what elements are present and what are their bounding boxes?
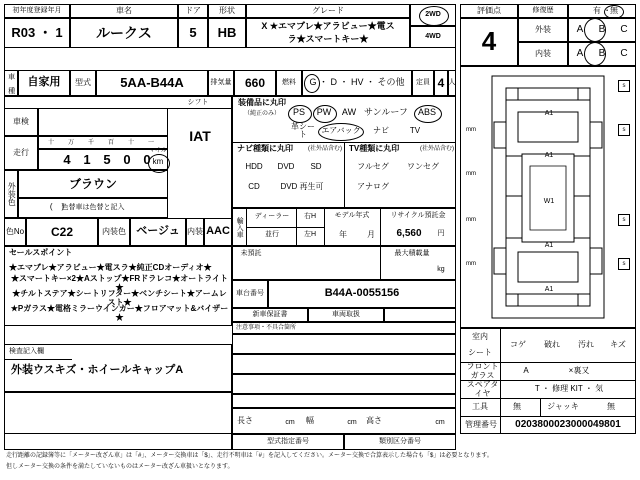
grade-line-2: ラ★スマートキー★	[287, 34, 369, 45]
cond-col-koge: コゲ	[510, 339, 526, 349]
import-v3	[324, 208, 325, 246]
front-glass-value-a: A	[523, 366, 529, 376]
vehicle-manual-label: 車両取扱	[308, 308, 384, 322]
odo-unit-5: 一	[147, 139, 154, 146]
model-label: 型式	[70, 70, 96, 96]
rating-value: 4	[460, 18, 518, 66]
inner-color-value: ベージュ	[130, 218, 186, 246]
recycle-value: 6,560	[396, 227, 422, 239]
diagram-label-a1-bottom: A1	[544, 286, 554, 294]
fuel-value: G ・ D ・ HV ・ その他	[302, 70, 412, 96]
import-dealer: ディーラー	[254, 213, 290, 221]
equip-sunroof: サンルーフ	[364, 107, 408, 118]
condition-interior-label: 室内	[472, 331, 488, 341]
odo-digit-2: 5	[103, 152, 111, 168]
equip-ps-circle	[288, 105, 312, 123]
model-year-unit: 年	[339, 229, 347, 239]
marker-s-2: s	[618, 124, 630, 136]
odo-unit-1: 万	[67, 139, 74, 146]
length-label: 長さ	[237, 415, 253, 425]
marker-s-1: s	[618, 80, 630, 92]
bottom-left-blank	[4, 392, 232, 450]
import-handle-l: 左H	[303, 231, 317, 239]
mgmt-label: 管理番号	[465, 420, 497, 430]
attention-label: 注意事項・不具合箇所	[232, 322, 456, 334]
exterior-color-label: 外装色	[4, 170, 18, 218]
tools-label: 工具	[472, 402, 488, 412]
grade-label: グレード	[246, 4, 410, 18]
drive-2wd: 2WD	[410, 4, 456, 26]
odo-label: 走行	[4, 136, 38, 170]
equip-ps: PS	[292, 107, 305, 118]
equip-aw: AW	[341, 107, 357, 118]
owner-value: 自家用	[18, 70, 70, 96]
odo-unit-4: 十	[127, 139, 134, 146]
attention-r3	[232, 374, 456, 394]
width-label: 幅	[306, 415, 314, 425]
footer-note-line-2: 但しメーター交換の条件を満たしていないものはメーター改ざん車扱いとなります。	[6, 464, 234, 470]
cond-col-yogore: 汚れ	[578, 339, 594, 349]
exterior-grade-b-circle	[584, 18, 606, 42]
tv-analog: アナログ	[357, 181, 389, 191]
sales-line-1: ★エマブレ★アラビュー★電スラ★純正CDオーディオ★	[9, 263, 212, 273]
odo-digit-3: 0	[123, 152, 131, 168]
shift-value: IAT	[189, 127, 211, 144]
equip-airbag-circle	[318, 123, 364, 141]
repair-value: 有 ・	[568, 4, 636, 18]
equip-abs: ABS	[417, 107, 436, 118]
chassis-label: 車台番号	[232, 280, 268, 308]
odo-km-label: km	[152, 157, 164, 167]
exterior-grade-a: A	[576, 23, 584, 35]
interior-grade-c: C	[620, 47, 628, 59]
cond-col-yabure: 破れ	[544, 339, 560, 349]
repair-no-circle	[604, 5, 624, 19]
repair-no: 無	[610, 5, 618, 15]
equip-navi: ナビ	[373, 125, 389, 135]
maxload-v	[380, 246, 381, 280]
shape-value: HB	[208, 18, 246, 48]
tv-fullseg: フルセグ	[357, 161, 389, 171]
fuel-g-circle	[304, 74, 320, 93]
import-title: 輸入車	[236, 216, 244, 238]
spare-tire-label: スペアタイヤ	[466, 380, 499, 398]
equipment-note: （純正のみ）	[243, 110, 280, 117]
new-warranty-label: 新車保証書	[232, 308, 308, 322]
attention-r4	[232, 394, 456, 408]
inspection-value	[38, 108, 168, 136]
exterior-label: 外装	[518, 18, 568, 42]
exterior-color-value: ブラウン	[18, 170, 168, 198]
interior-label: 内装	[518, 42, 568, 66]
interior-grade-a: A	[576, 47, 584, 59]
mgmt-value: 0203800023000049801	[515, 419, 621, 431]
reg-date-value: R03 ・ 1	[4, 18, 70, 48]
equip-vsep	[344, 142, 345, 208]
jack-label: ジャッキ	[547, 402, 579, 412]
marker-mm-2: mm	[466, 171, 476, 177]
inspection-label: 車検	[4, 108, 38, 136]
front-glass-label: フロントガラス	[466, 362, 499, 380]
import-v4	[380, 208, 381, 246]
max-load-label: 最大積載量	[394, 250, 430, 258]
exterior-grade-b: B	[598, 23, 606, 35]
inner-material-value: AAC	[204, 218, 232, 246]
class-number-label: 類別区分番号	[344, 434, 456, 450]
odo-digit-0: 4	[63, 152, 71, 168]
color-note: 色替車は色替と記入	[18, 198, 168, 218]
odo-unit-3: 百	[107, 139, 114, 146]
reg-date-label: 初年度登録年月	[4, 4, 70, 18]
inspection-entry-value: 外装ウスキズ・ホイールキャップA	[11, 364, 184, 377]
shape-label: 形状	[208, 4, 246, 18]
diagram-label-a1-lower: A1	[544, 242, 554, 250]
jack-value: 無	[607, 402, 615, 412]
tv-note: (社外品含む)	[420, 145, 454, 152]
odo-digit-1: 1	[83, 152, 91, 168]
repair-label: 修復歴	[518, 4, 568, 18]
interior-grade-b-circle	[584, 42, 606, 66]
door-value: 5	[178, 18, 208, 48]
marker-mm-1: mm	[466, 127, 476, 133]
equip-pw-circle	[313, 105, 337, 123]
import-handle-r: 右H	[303, 213, 317, 221]
nav-dvd: DVD	[277, 161, 295, 171]
model-year-label: モデル年式	[334, 212, 370, 220]
seats-value: 4	[434, 70, 448, 96]
condition-seat-label: シート	[468, 347, 492, 357]
diagram-label-a1-top: A1	[544, 110, 554, 118]
displacement-value: 660	[234, 70, 276, 96]
shift-label: シフト	[187, 98, 209, 106]
model-value: 5AA-B44A	[96, 70, 208, 96]
seats-unit: 人	[448, 70, 456, 96]
cond-v2	[540, 398, 541, 416]
length-unit: cm	[285, 419, 295, 427]
unpaid-label: 未預託	[240, 250, 262, 258]
sales-title: セールスポイント	[9, 247, 73, 257]
nav-note: (社外品含む)	[308, 145, 342, 152]
marker-s-3: s	[618, 214, 630, 226]
max-load-unit: kg	[437, 266, 445, 274]
drive-4wd: 4WD	[410, 26, 456, 48]
tv-oneseg: ワンセグ	[407, 161, 439, 171]
equip-tv: TV	[409, 125, 421, 135]
import-h1	[246, 227, 296, 228]
equipment-title: 装備品に丸印	[238, 97, 286, 107]
drive-2wd-circle	[419, 6, 449, 26]
spare-tire-value: T ・ 修理 KIT ・ 気	[534, 384, 604, 394]
color-code-label: 色No	[4, 218, 26, 246]
odo-mile-label: マイル	[149, 147, 167, 154]
type-designation-label: 型式指定番号	[232, 434, 344, 450]
width-unit: cm	[347, 419, 357, 427]
sales-line-4: ★Pガラス★電格ミラーウインカー★フロアマット&バイザー★	[10, 304, 229, 322]
height-unit: cm	[435, 419, 445, 427]
recycle-label: リサイクル預託金	[390, 212, 446, 220]
footer-note-line-1: 走行距離の記録簿等に「メーター改ざん車」は「#」、メーター交換車は「$」、走行不明車は「#」を記入してください。メーター交換で合算表示した場合も「$」は必要となります。	[6, 453, 493, 459]
car-name-value: ルークス	[70, 18, 178, 48]
tools-value: 無	[513, 402, 521, 412]
car-name-label: 車名	[70, 4, 178, 18]
recycle-unit: 円	[437, 230, 445, 238]
nav-hdd: HDD	[245, 161, 263, 171]
inner-material-label: 内装	[186, 218, 204, 246]
color-code-value: C22	[26, 218, 98, 246]
odo-unit-0: 十	[47, 139, 54, 146]
attention-r1	[232, 334, 456, 354]
grade-value-box	[246, 18, 410, 48]
grade-line-1: X ★エマブレ★アラビュー★電ス	[261, 21, 395, 32]
attention-r2	[232, 354, 456, 374]
mid-small-blank	[384, 308, 456, 322]
inner-color-label: 内装色	[98, 218, 130, 246]
diagram-label-a1-upper: A1	[544, 152, 554, 160]
import-parallel: 並行	[265, 231, 279, 239]
odo-unit-2: 千	[87, 139, 94, 146]
inspection-entry-label: 検査記入欄	[9, 348, 44, 356]
front-glass-value-b: ×裏又	[568, 366, 590, 376]
rating-label: 評価点	[460, 4, 518, 18]
equip-airbag: エアバック	[321, 125, 361, 135]
marker-mm-3: mm	[466, 217, 476, 223]
door-label: ドア	[178, 4, 208, 18]
nav-title: ナビ種類に丸印	[237, 143, 293, 153]
interior-grade-b: B	[598, 47, 606, 59]
odo-digit-4: 0	[143, 152, 151, 168]
fuel-label: 燃料	[276, 70, 302, 96]
diagram-label-w1: W1	[543, 198, 555, 206]
nav-cd: CD	[248, 181, 260, 191]
height-label: 高さ	[366, 415, 382, 425]
displacement-label: 排気量	[208, 70, 234, 96]
sales-line-3: ★チルトステア★シートリフター★ベンチシート★アームレスト★	[12, 289, 227, 307]
exterior-grade-c: C	[620, 23, 628, 35]
model-month-unit: 月	[367, 229, 375, 239]
owner-label: 車 種	[4, 70, 18, 96]
nav-sd: SD	[310, 161, 322, 171]
shift-sep	[168, 108, 232, 109]
marker-s-4: s	[618, 258, 630, 270]
import-h2	[296, 227, 324, 228]
chassis-value: B44A-0055156	[268, 280, 456, 308]
sales-line-2: ★スマートキー×2★Aストップ★FRドラレコ★オートライト★	[11, 274, 228, 292]
color-paren: ( )	[49, 201, 65, 211]
cond-col-kizu: キズ	[610, 339, 626, 349]
equip-abs-circle	[414, 105, 442, 123]
equip-leather: 革シート	[291, 121, 315, 139]
equip-pw: PW	[316, 107, 332, 118]
seats-label: 定員	[412, 70, 434, 96]
inspection-entry-underline	[4, 359, 72, 360]
tv-title: TV種類に丸印	[349, 143, 400, 153]
nav-dvd-play: DVD 再生可	[280, 181, 324, 191]
marker-mm-4: mm	[466, 261, 476, 267]
